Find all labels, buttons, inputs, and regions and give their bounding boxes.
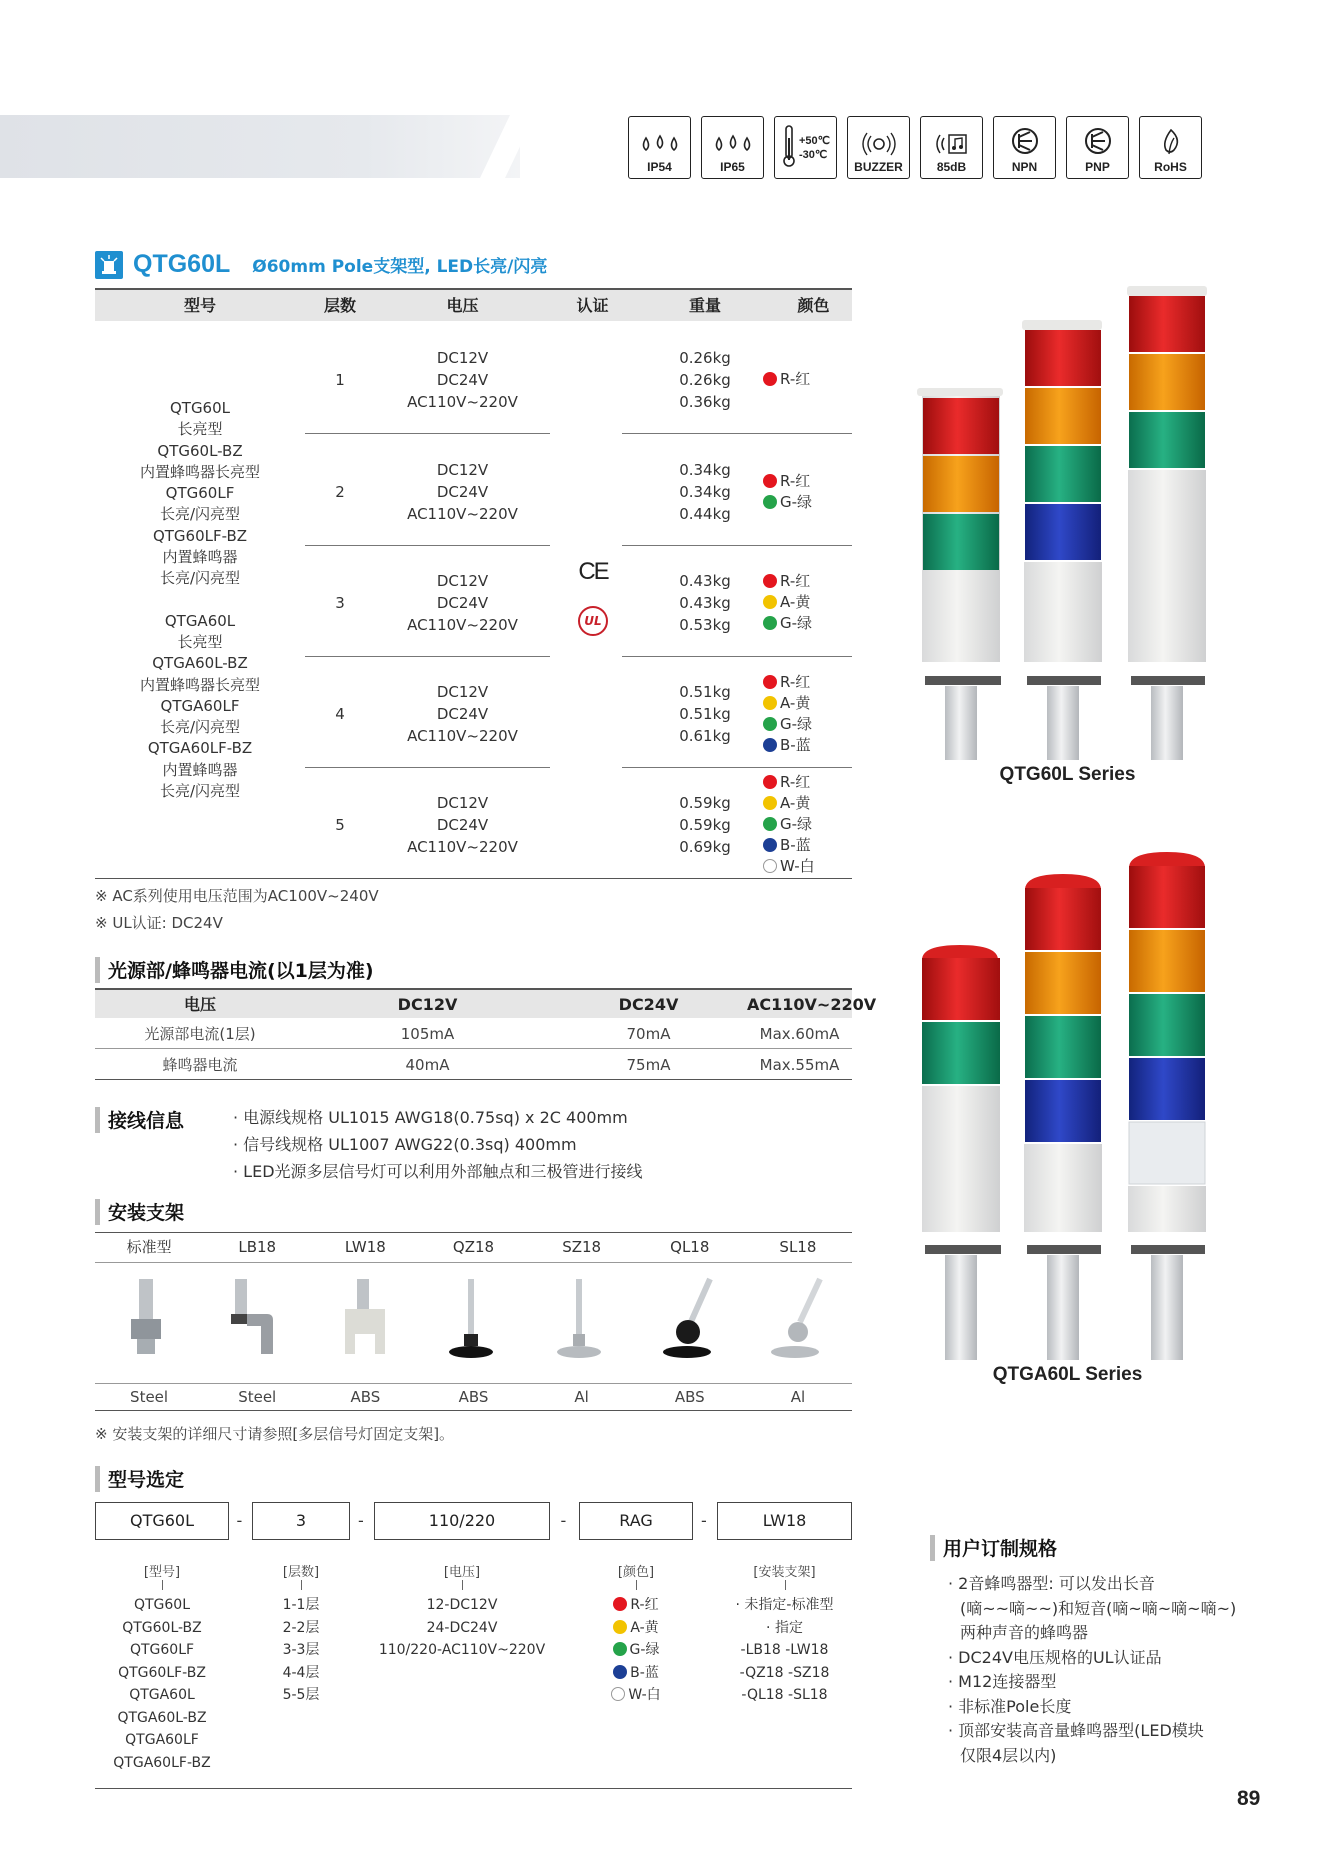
series1-caption: QTG60L Series [999,764,1136,785]
weight-value: 0.61kg [679,726,731,745]
weight-value: 0.69kg [679,837,731,856]
spec-header-cell: 层数 [323,296,356,315]
selection-option: QTG60L-BZ [122,1619,202,1636]
color-dot [613,1665,627,1679]
icon-label: IP54 [647,160,672,174]
color-dot [763,817,777,831]
spec-table-header [95,288,852,321]
bracket-name: LB18 [238,1238,277,1256]
color-item [763,772,863,793]
color-item [763,471,863,492]
color-list [763,571,863,634]
selection-option: QTG60LF-BZ [118,1664,206,1681]
selection-option: -QZ18 -SZ18 [739,1664,830,1681]
color-dot [763,717,777,731]
icon-label: RoHS [1154,160,1187,174]
model-line [95,590,305,611]
product-title [95,250,547,279]
selection-box: LW18 [717,1502,852,1540]
model-subtitle: Ø60mm Pole支架型, LED长亮/闪亮 [252,257,548,277]
color-item [763,856,863,877]
spec-header-cell: 重量 [688,296,721,315]
temp-high: +50℃ [798,134,830,147]
voltage-list [375,792,550,858]
current-cell: 40mA [405,1056,450,1074]
icon-label: 85dB [936,160,967,174]
color-label: R-红 [780,370,811,388]
model-line: QTGA60L-BZ [152,654,248,673]
custom-item: · 2音蜂鸣器型: 可以发出长音 [948,1574,1155,1593]
spec-header-cell: 颜色 [797,296,830,315]
model-line: 内置蜂鸣器 [162,548,238,567]
selection-dash: - [560,1511,567,1530]
weight-list [635,681,775,747]
selection-label: [型号] [143,1565,181,1580]
current-cell: Max.55mA [759,1056,840,1074]
voltage-list [375,459,550,525]
voltage-value: AC110V~220V [407,615,518,634]
qtga60l-product-photo [905,850,1230,1360]
row-divider [622,767,852,768]
bracket-qz18-image [434,1274,514,1362]
custom-item: · 非标准Pole长度 [948,1696,1072,1716]
ip65-icon [701,116,764,179]
color-dot [763,696,777,710]
note-ac-range: ※ AC系列使用电压范围为AC100V~240V [95,887,379,905]
bracket-material: Al [790,1388,806,1406]
selection-option: 3-3层 [282,1642,320,1658]
color-label: R-红 [630,1597,659,1613]
qtg60l-product-photo [905,280,1230,760]
ip54-icon [628,116,691,179]
weight-value: 0.34kg [679,482,731,501]
model-line: 长亮/闪亮型 [159,718,241,737]
selection-label: [电压] [443,1565,481,1580]
model-line: 内置蜂鸣器长亮型 [139,675,260,694]
model-line: 长亮型 [177,420,223,439]
custom-item: · DC24V电压规格的UL认证品 [948,1647,1162,1667]
color-label: G-绿 [780,614,813,632]
current-header-cell: 电压 [183,995,216,1014]
icon-label: IP65 [720,160,745,174]
color-dot [613,1620,627,1634]
row-divider [622,545,852,546]
bracket-ql18-image [650,1274,730,1362]
selection-option: 24-DC24V [426,1619,498,1636]
color-label: G-绿 [780,815,813,833]
selection-box: QTG60L [95,1502,229,1540]
bracket-name: QZ18 [452,1238,495,1256]
voltage-list [375,681,550,747]
color-label: A-黄 [630,1619,659,1636]
selection-option: QTGA60L-BZ [117,1709,207,1726]
color-item [763,735,863,756]
bracket-bottom-rule [95,1410,852,1411]
color-label: B-蓝 [780,735,811,754]
color-label: B-蓝 [630,1664,659,1681]
selection-tick [636,1580,637,1590]
selection-tick [162,1580,163,1590]
model-line: 长亮/闪亮型 [159,505,241,524]
voltage-list [375,347,550,413]
bracket-material: ABS [350,1388,381,1406]
color-label: G-绿 [780,714,813,733]
model-line: QTGA60L [164,611,236,630]
color-list [763,369,863,390]
row-divider [305,433,550,434]
model-line: 长亮型 [177,632,223,651]
current-cell: 蜂鸣器电流 [162,1056,238,1074]
weight-value: 0.36kg [679,392,731,411]
model-selection [95,1502,852,1792]
feature-icons [628,116,1202,179]
bracket-name: LW18 [344,1238,386,1256]
selection-options [354,1594,570,1662]
voltage-value: DC12V [436,682,489,701]
model-line: 内置蜂鸣器 [162,760,238,779]
current-header-cell: DC12V [397,995,458,1014]
weight-list [635,570,775,636]
bracket-name-rule [95,1262,852,1263]
weight-value: 0.43kg [679,593,731,612]
weight-value: 0.51kg [679,682,731,701]
color-item [763,793,863,814]
bracket-standard-image [109,1274,189,1362]
color-dot [763,474,777,488]
selection-color-option [559,1639,713,1662]
model-title: QTG60L [133,250,231,278]
tower-lamp-icon [95,251,123,279]
row-divider [622,433,852,434]
row-divider [305,767,550,768]
note-ul: ※ UL认证: DC24V [95,914,223,932]
current-header [95,988,877,1018]
selection-option: · 指定 [766,1619,803,1636]
spec-header-cell: 认证 [576,296,609,315]
ce-mark: CE [578,558,608,585]
color-dot [763,796,777,810]
current-header-cell: DC24V [618,995,679,1014]
color-dot [611,1687,625,1701]
color-label: W-白 [628,1687,661,1703]
color-item [763,571,863,592]
current-cell: Max.60mA [759,1025,840,1043]
current-cell: 70mA [626,1025,671,1043]
weight-list [635,792,775,858]
ul-mark-text: UL [584,614,602,628]
color-label: R-红 [780,672,811,691]
color-label: W-白 [780,857,815,875]
color-label: G-绿 [629,1642,660,1658]
bracket-note: ※ 安装支架的详细尺寸请参照[多层信号灯固定支架]。 [95,1425,455,1443]
selection-tick [462,1580,463,1590]
selection-tick [301,1580,302,1590]
selection-option: QTGA60LF [125,1732,199,1748]
selection-box: 110/220 [374,1502,550,1540]
weight-value: 0.43kg [679,571,731,590]
color-item [763,814,863,835]
spec-header-cell: 型号 [183,296,216,315]
selection-option: 1-1层 [282,1597,320,1613]
selection-color-option [559,1617,713,1640]
wiring-item: · 电源线规格 UL1015 AWG18(0.75sq) x 2C 400mm [233,1108,628,1127]
wiring-item: · 信号线规格 UL1007 AWG22(0.3sq) 400mm [233,1135,577,1154]
custom-item: (嘀~~嘀~~)和短音(嘀~嘀~嘀~嘀~) [960,1598,1237,1618]
color-dot [763,775,777,789]
wiring-section-title: 接线信息 [95,1106,184,1133]
current-cell: 光源部电流(1层) [144,1025,256,1043]
series2-caption: QTGA60L Series [992,1364,1143,1385]
selection-color-option [559,1594,713,1617]
color-label: R-红 [780,572,811,590]
voltage-value: DC24V [436,370,489,389]
weight-value: 0.26kg [679,348,731,367]
selection-dash: - [701,1511,707,1530]
tier-count: 4 [335,704,345,723]
selection-option: QTGA60L [129,1687,195,1703]
model-line: QTGA60LF-BZ [147,739,253,758]
selection-bottom-rule [95,1788,852,1789]
weight-value: 0.26kg [679,370,731,389]
sound-85db-icon [920,116,983,179]
selection-dash: - [358,1511,364,1530]
bracket-material: Steel [238,1388,277,1406]
color-dot [763,495,777,509]
current-header-cell: AC110V~220V [747,995,877,1014]
selection-section-title: 型号选定 [95,1465,184,1492]
model-line: 长亮/闪亮型 [159,782,241,801]
bracket-material: Al [574,1388,589,1406]
color-label: R-红 [780,773,811,791]
custom-item: 仅限4层以内) [960,1745,1057,1765]
wiring-item: · LED光源多层信号灯可以利用外部触点和三极管进行接线 [233,1162,643,1181]
voltage-value: DC24V [436,593,489,612]
model-line: 长亮/闪亮型 [159,569,241,588]
bracket-table [95,1232,852,1412]
selection-tick [785,1580,786,1590]
weight-value: 0.44kg [679,504,731,523]
icon-label: NPN [1011,160,1038,174]
voltage-value: DC24V [436,815,489,834]
color-label: A-黄 [780,693,811,712]
color-item [763,592,863,613]
model-line: QTG60LF [165,484,235,503]
bracket-material: ABS [458,1388,489,1406]
color-item [763,613,863,634]
selection-option: · 未指定-标准型 [735,1597,834,1613]
color-label: B-蓝 [780,836,811,854]
color-dot [763,738,777,752]
selection-label: [安装支架] [753,1565,816,1580]
color-dot [763,838,777,852]
weight-value: 0.53kg [679,615,731,634]
weight-list [635,347,775,413]
bracket-sl18-image [758,1274,838,1362]
current-row [95,1018,852,1049]
color-dot [763,372,777,386]
tier-count: 5 [335,815,345,834]
selection-option: 110/220-AC110V~220V [378,1642,546,1658]
bracket-name: QL18 [670,1238,710,1256]
color-dot [763,859,777,873]
icon-label: BUZZER [854,160,903,174]
selection-option: 5-5层 [282,1687,320,1703]
rohs-icon [1139,116,1202,179]
temp-low: -30℃ [798,148,828,161]
temperature-icon [774,116,837,179]
voltage-value: AC110V~220V [407,504,518,523]
color-label: G-绿 [780,492,813,511]
custom-list [948,1572,1236,1768]
color-dot [763,574,777,588]
voltage-list [375,570,550,636]
weight-value: 0.34kg [679,460,731,479]
spec-table [95,288,852,878]
color-dot [763,595,777,609]
row-divider [305,545,550,546]
current-cell: 105mA [400,1025,455,1043]
bracket-top-rule [95,1232,852,1233]
weight-list [635,459,775,525]
spec-notes [95,885,379,933]
selection-box: 3 [252,1502,350,1540]
bracket-lw18-image [325,1274,405,1362]
model-line: QTG60LF-BZ [152,526,248,545]
bracket-section-title: 安装支架 [95,1198,184,1225]
bracket-name: SL18 [779,1238,817,1256]
spec-header-cell: 电压 [446,296,479,315]
color-item [763,369,863,390]
selection-color-option [559,1684,713,1707]
pnp-icon [1066,116,1129,179]
selection-option: 4-4层 [282,1664,320,1681]
color-dot [613,1597,627,1611]
wiring-list [233,1104,643,1185]
bracket-name: SZ18 [562,1238,602,1256]
voltage-value: DC12V [436,348,489,367]
row-divider [622,656,852,657]
selection-dash: - [236,1511,243,1530]
selection-option: QTGA60LF-BZ [113,1754,211,1771]
model-line: 内置蜂鸣器长亮型 [139,462,260,481]
voltage-value: DC12V [436,460,489,479]
color-label: A-黄 [780,593,811,611]
voltage-value: DC12V [436,793,489,812]
selection-option: QTG60LF [129,1642,195,1658]
color-item [763,714,863,735]
page-number: 89 [1237,1787,1261,1810]
weight-value: 0.59kg [679,815,731,834]
selection-options [75,1594,249,1774]
color-dot [763,675,777,689]
color-item [763,672,863,693]
voltage-value: AC110V~220V [407,837,518,856]
selection-option: QTG60L [133,1597,191,1613]
selection-label: [颜色] [617,1565,655,1580]
selection-label: [层数] [282,1565,320,1580]
voltage-value: DC24V [436,482,489,501]
custom-item: · M12连接器型 [948,1672,1057,1691]
color-label: A-黄 [780,794,811,812]
color-list [763,672,863,756]
bracket-material-rule [95,1383,852,1384]
buzzer-icon [847,116,910,179]
header-slash-decoration [480,115,650,178]
weight-value: 0.51kg [679,704,731,723]
color-dot [763,616,777,630]
custom-item: 两种声音的蜂鸣器 [960,1623,1089,1642]
weight-value: 0.59kg [679,793,731,812]
color-item [763,693,863,714]
table-bottom-rule [95,878,852,879]
current-table [95,988,877,1080]
selection-option: 2-2层 [282,1619,320,1636]
row-divider [305,656,550,657]
bracket-lb18-image [217,1274,297,1362]
selection-options [559,1594,713,1707]
tier-count: 2 [335,482,345,501]
selection-options [697,1594,872,1707]
selection-box: RAG [579,1502,693,1540]
bracket-material: ABS [674,1388,705,1406]
custom-item: · 顶部安装高音量蜂鸣器型(LED模块 [948,1721,1204,1740]
color-dot [613,1642,627,1656]
current-section-title: 光源部/蜂鸣器电流(以1层为准) [95,956,374,983]
voltage-value: DC12V [436,571,489,590]
npn-icon [993,116,1056,179]
color-item [763,492,863,513]
tier-count: 3 [335,593,345,612]
current-cell: 75mA [626,1056,671,1074]
bracket-name: 标准型 [126,1238,172,1256]
selection-option: 12-DC12V [426,1597,498,1613]
icon-label: PNP [1085,160,1110,174]
model-line: QTG60L-BZ [157,441,243,460]
custom-section-title: 用户订制规格 [930,1534,1057,1561]
selection-options [232,1594,370,1707]
model-line: QTGA60LF [160,696,240,715]
voltage-value: AC110V~220V [407,726,518,745]
ul-mark [578,606,608,636]
color-list [763,471,863,513]
voltage-value: DC24V [436,704,489,723]
color-item [763,835,863,856]
header-band [0,115,520,178]
current-row [95,1049,852,1080]
selection-option: -LB18 -LW18 [740,1642,829,1658]
selection-option: -QL18 -SL18 [741,1687,828,1703]
bracket-material: Steel [130,1388,169,1406]
model-line: QTG60L [169,399,231,417]
tier-count: 1 [335,370,345,389]
selection-color-option [559,1662,713,1685]
model-list [95,398,305,802]
color-label: R-红 [780,471,811,490]
voltage-value: AC110V~220V [407,392,518,411]
color-list [763,772,863,877]
bracket-sz18-image [542,1274,622,1362]
